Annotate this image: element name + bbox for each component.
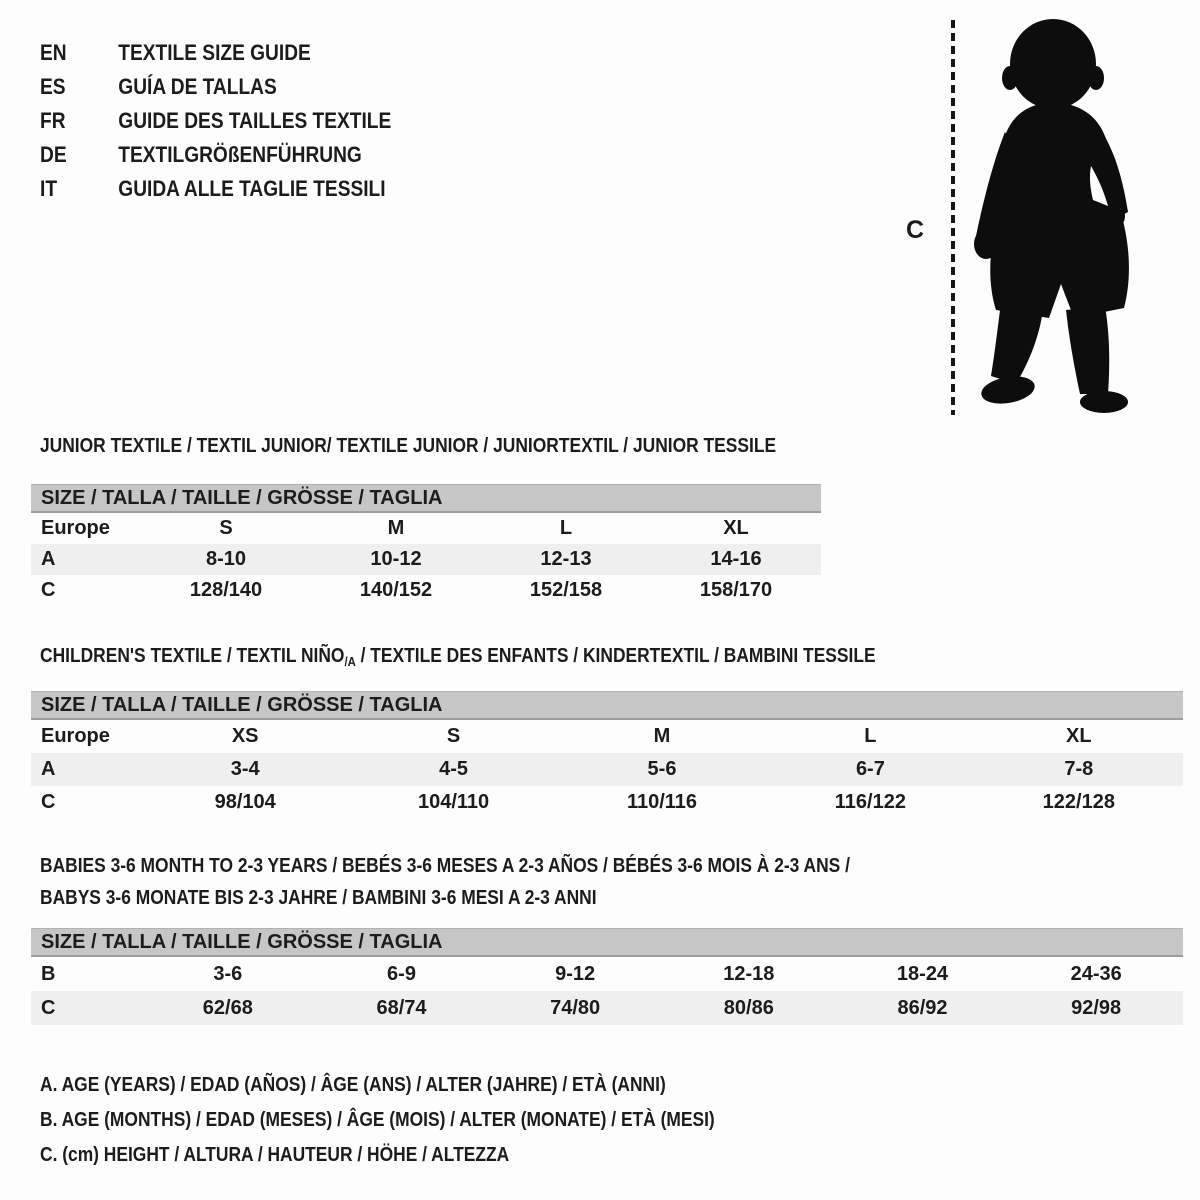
lang-title: GUIDA ALLE TAGLIE TESSILI <box>118 176 386 201</box>
lang-row-it <box>40 172 444 206</box>
row-label: B <box>41 962 56 985</box>
title-subscript: /A <box>344 654 356 669</box>
cell: 6-9 <box>387 962 416 985</box>
cell: 128/140 <box>189 579 263 601</box>
table-row-height <box>31 991 1183 1025</box>
cell: S <box>219 517 233 539</box>
height-measure-dashed-line <box>951 20 955 415</box>
cell: L <box>864 725 877 747</box>
lang-row-es <box>40 70 444 104</box>
legend-line-b: B. AGE (MONTHS) / EDAD (MESES) / ÂGE (MOIS) / ALTER (MONATE) / ETÀ (MESI) <box>40 1109 715 1131</box>
table-row-age-months <box>31 957 1183 991</box>
row-label: A <box>41 758 56 780</box>
cell: 74/80 <box>550 996 601 1019</box>
lang-title: GUÍA DE TALLAS <box>118 74 277 99</box>
cell: 6-7 <box>855 758 885 780</box>
babies-size-table <box>31 928 1183 1025</box>
legend-line-a: A. AGE (YEARS) / EDAD (AÑOS) / ÂGE (ANS) / ALTER (JAHRE) / ETÀ (ANNI) <box>40 1074 666 1096</box>
lang-title: TEXTILE SIZE GUIDE <box>118 40 311 65</box>
lang-code: ES <box>40 74 66 99</box>
cell: 116/122 <box>834 791 906 813</box>
row-label: Europe <box>41 517 110 539</box>
cell: XS <box>231 725 259 747</box>
babies-title-line2: BABYS 3-6 MONATE BIS 2-3 JAHRE / BAMBINI 3-6 MESI A 2-3 ANNI <box>40 887 597 909</box>
babies-title-line1: BABIES 3-6 MONTH TO 2-3 YEARS / BEBÉS 3-6 MESES A 2-3 AÑOS / BÉBÉS 3-6 MOIS À 2-3 ANS / <box>40 855 850 877</box>
lang-code: FR <box>40 108 66 133</box>
table-row-europe <box>31 513 821 544</box>
baby-silhouette <box>963 14 1153 418</box>
lang-title: GUIDE DES TAILLES TEXTILE <box>118 108 392 133</box>
cell: 152/158 <box>529 579 603 601</box>
cell: 68/74 <box>376 996 427 1019</box>
cell: 62/68 <box>202 996 253 1019</box>
cell: XL <box>1066 725 1092 747</box>
lang-code: IT <box>40 176 58 201</box>
junior-size-table <box>31 484 821 606</box>
cell: 86/92 <box>897 996 948 1019</box>
cell: 3-6 <box>213 962 243 985</box>
table-row-age <box>31 753 1183 786</box>
cell: 98/104 <box>214 791 276 813</box>
cell: 7-8 <box>1064 758 1094 780</box>
lang-row-en <box>40 36 444 70</box>
legend-line-c: C. (cm) HEIGHT / ALTURA / HAUTEUR / HÖHE / ALTEZZA <box>40 1144 510 1166</box>
children-section-title: CHILDREN'S TEXTILE / TEXTIL $NIÑO_{/A}$ / TEXTILE DES ENFANTS / KINDERTEXTIL / BAMBINI TESSILE <box>40 645 876 669</box>
cell: 122/128 <box>1042 791 1115 813</box>
cell: 80/86 <box>723 996 774 1019</box>
cell: 140/152 <box>359 579 433 601</box>
row-label: Europe <box>41 725 110 747</box>
cell: 4-5 <box>439 758 469 780</box>
row-label: C <box>41 996 56 1019</box>
cell: 5-6 <box>647 758 677 780</box>
lang-code: DE <box>40 142 67 167</box>
table-row-europe <box>31 720 1183 753</box>
cell: 158/170 <box>699 579 773 601</box>
babies-section-title <box>40 850 971 914</box>
cell: M <box>387 517 405 539</box>
cell: 8-10 <box>205 548 247 570</box>
measure-label-c: C <box>906 216 925 244</box>
cell: 18-24 <box>896 962 949 985</box>
cell: 12-18 <box>723 962 775 985</box>
cell: 110/116 <box>626 791 698 813</box>
row-label: C <box>41 579 56 601</box>
cell: M <box>653 725 671 747</box>
table-row-height <box>31 575 821 606</box>
size-table-header: SIZE / TALLA / TAILLE / GRÖSSE / TAGLIA <box>31 484 821 513</box>
cell: 3-4 <box>230 758 260 780</box>
lang-row-fr <box>40 104 444 138</box>
table-row-age <box>31 544 821 575</box>
cell: 92/98 <box>1071 996 1122 1019</box>
cell: 24-36 <box>1070 962 1122 985</box>
row-label: A <box>41 548 56 570</box>
size-table-header: SIZE / TALLA / TAILLE / GRÖSSE / TAGLIA <box>31 691 1183 720</box>
cell: 14-16 <box>710 548 762 570</box>
cell: XL <box>723 517 749 539</box>
cell: 12-13 <box>540 548 592 570</box>
lang-row-de <box>40 138 444 172</box>
junior-section-title: JUNIOR TEXTILE / TEXTIL JUNIOR/ TEXTILE JUNIOR / JUNIORTEXTIL / JUNIOR TESSILE <box>40 435 777 457</box>
lang-code: EN <box>40 40 67 65</box>
size-table-header: SIZE / TALLA / TAILLE / GRÖSSE / TAGLIA <box>31 928 1183 957</box>
row-label: C <box>41 791 56 813</box>
cell: L <box>559 517 573 539</box>
cell: 9-12 <box>555 962 596 985</box>
language-title-list <box>40 36 444 206</box>
cell: 10-12 <box>370 548 422 570</box>
lang-title: TEXTILGRÖßENFÜHRUNG <box>118 142 362 167</box>
legend <box>40 1068 816 1173</box>
children-size-table <box>31 691 1183 819</box>
cell: S <box>446 725 461 747</box>
table-row-height <box>31 786 1183 819</box>
cell: 104/110 <box>417 791 490 813</box>
